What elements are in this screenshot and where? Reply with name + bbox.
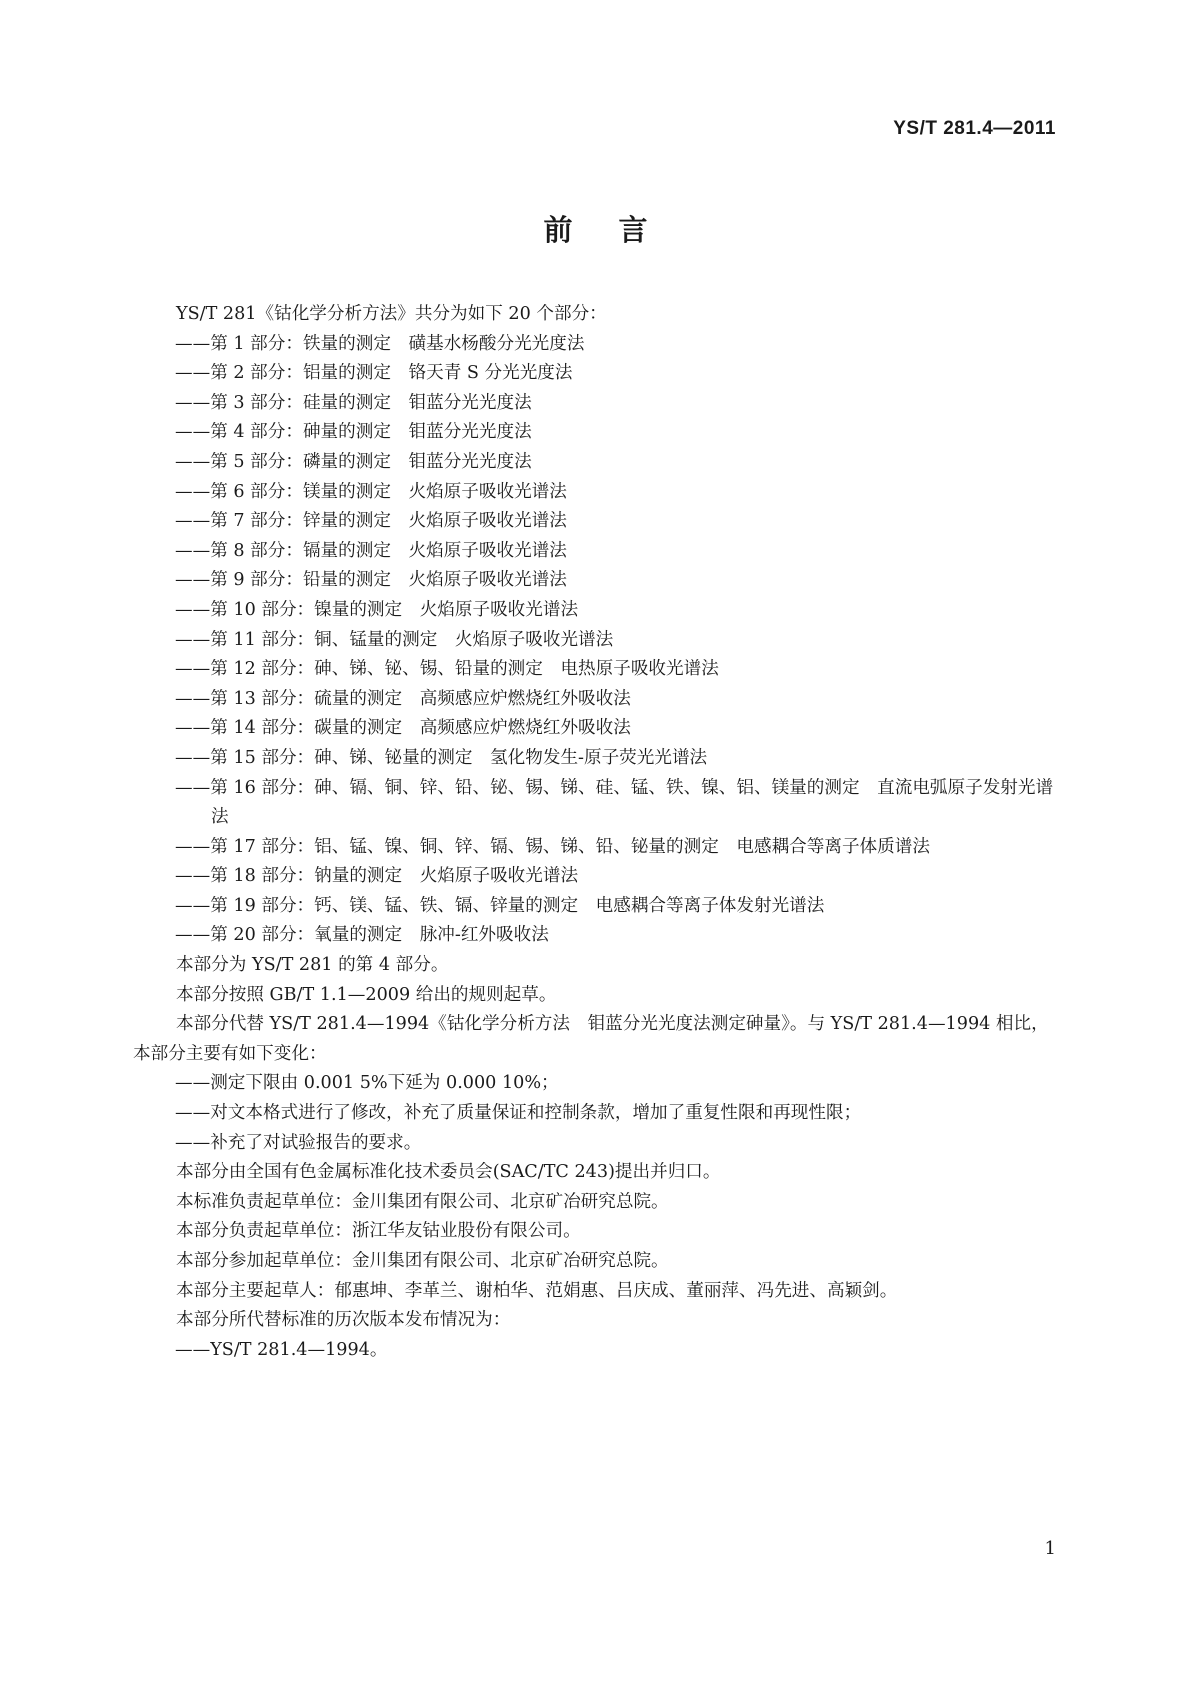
list-item: ——第 16 部分：砷、镉、铜、锌、铅、铋、锡、锑、硅、锰、铁、镍、铝、镁量的测定 直流电弧原子发射光谱法 (175, 777, 1054, 828)
list-item: ——第 20 部分：氧量的测定 脉冲-红外吸收法 (175, 925, 549, 946)
list-item: ——第 7 部分：锌量的测定 火焰原子吸收光谱法 (175, 511, 567, 532)
list-item: ——第 5 部分：磷量的测定 钼蓝分光光度法 (175, 451, 532, 472)
list-item: ——第 17 部分：铝、锰、镍、铜、锌、镉、锡、锑、铅、铋量的测定 电感耦合等离子体质谱法 (175, 836, 930, 857)
list-item: ——第 4 部分：砷量的测定 钼蓝分光光度法 (175, 422, 532, 443)
standard-drafters-paragraph: 本标准负责起草单位：金川集团有限公司、北京矿冶研究总院。 (176, 1191, 669, 1212)
proposed-by-paragraph: 本部分由全国有色金属标准化技术委员会(SAC/TC 243)提出并归口。 (176, 1162, 721, 1183)
history-paragraph: 本部分所代替标准的历次版本发布情况为： (176, 1310, 511, 1331)
page-number: 1 (1044, 1538, 1056, 1559)
list-item: ——对文本格式进行了修改，补充了质量保证和控制条款，增加了重复性限和再现性限； (175, 1103, 862, 1124)
list-item: ——YS/T 281.4—1994。 (175, 1339, 388, 1360)
list-item: ——补充了对试验报告的要求。 (175, 1132, 422, 1153)
list-item: ——第 8 部分：镉量的测定 火焰原子吸收光谱法 (175, 540, 567, 561)
list-item: ——第 1 部分：铁量的测定 磺基水杨酸分光光度法 (175, 333, 585, 354)
changes-list (133, 1069, 1063, 1158)
page-title: 前言 (543, 213, 694, 247)
list-item: ——第 9 部分：铅量的测定 火焰原子吸收光谱法 (175, 570, 567, 591)
list-item: ——测定下限由 0.001 5%下延为 0.000 10%； (175, 1073, 559, 1094)
list-item: ——第 18 部分：钠量的测定 火焰原子吸收光谱法 (175, 866, 579, 887)
list-item: ——第 2 部分：铝量的测定 铬天青 S 分光光度法 (175, 363, 573, 384)
list-item: ——第 14 部分：碳量的测定 高频感应炉燃烧红外吸收法 (175, 718, 631, 739)
main-drafters-paragraph: 本部分主要起草人：郁惠坤、李革兰、谢柏华、范娟惠、吕庆成、董丽萍、冯先进、高颖剑。 (176, 1280, 898, 1301)
replaces-paragraph: 本部分代替 YS/T 281.4—1994《钴化学分析方法 钼蓝分光光度法测定砷量》。与 YS/T 281.4—1994 相比，本部分主要有如下变化： (133, 1014, 1049, 1064)
list-item: ——第 3 部分：硅量的测定 钼蓝分光光度法 (175, 392, 532, 413)
list-item: ——第 19 部分：钙、镁、锰、铁、镉、锌量的测定 电感耦合等离子体发射光谱法 (175, 895, 825, 916)
part-drafter-paragraph: 本部分负责起草单位：浙江华友钴业股份有限公司。 (176, 1221, 581, 1242)
participants-paragraph: 本部分参加起草单位：金川集团有限公司、北京矿冶研究总院。 (176, 1251, 669, 1271)
standard-code: YS/T 281.4—2011 (893, 118, 1056, 139)
list-item: ——第 11 部分：铜、锰量的测定 火焰原子吸收光谱法 (175, 629, 614, 650)
list-item: ——第 13 部分：硫量的测定 高频感应炉燃烧红外吸收法 (175, 688, 631, 709)
parts-list (133, 330, 1063, 951)
document-body (133, 300, 1063, 1365)
drafting-rules-paragraph: 本部分按照 GB/T 1.1—2009 给出的规则起草。 (176, 984, 557, 1005)
list-item: ——第 15 部分：砷、锑、铋量的测定 氢化物发生-原子荧光光谱法 (175, 747, 708, 768)
list-item: ——第 10 部分：镍量的测定 火焰原子吸收光谱法 (175, 599, 579, 620)
intro-paragraph: YS/T 281《钴化学分析方法》共分为如下 20 个部分： (176, 304, 607, 324)
part4-paragraph: 本部分为 YS/T 281 的第 4 部分。 (176, 955, 449, 976)
list-item: ——第 6 部分：镁量的测定 火焰原子吸收光谱法 (175, 481, 567, 502)
list-item: ——第 12 部分：砷、锑、铋、锡、铅量的测定 电热原子吸收光谱法 (175, 659, 719, 680)
